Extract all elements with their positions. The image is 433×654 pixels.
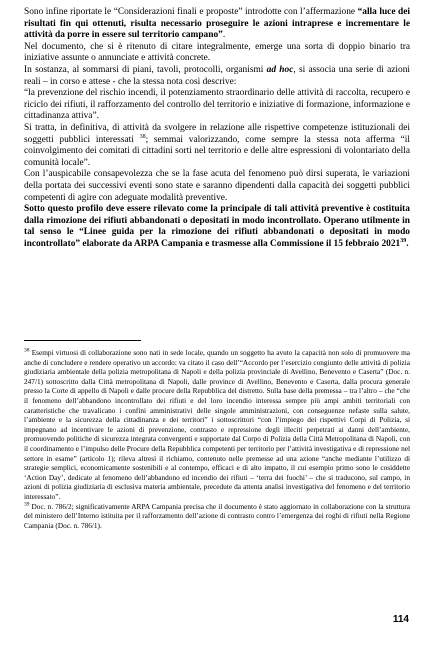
- footnote-38-text: Esempi virtuosi di collaborazione sono nati in sede locale, quando un soggetto ha avuto la capacità non solo di promuovere ma anche di concludere e rendere operativo un accordo: va citato il caso dell’“Accordo per l’esercizio congiunto delle attività di polizia giudiziaria ambientale della polizia metropolitana di Napoli e della polizia provinciale di Avellino, Benevento e Caserta” (Doc. n. 247/1) sottoscritto dalla Città metropolitana di Napoli, dalle province di Avellino, Benevento e Caserta, dalla procura generale presso la Corte di appello di Napoli e dalle procure della Repubblica del distretto. Sulla base della premessa – tra l’altro – che “che il fenomeno dell’abbandono incontrollato dei rifiuti e del loro incendio interessa sempre più ampi ambiti territoriali con caratteristiche che travalicano i confini amministrativi delle singole amministrazioni, con conseguenze nefaste sulla salute, l’ambiente e la sicurezza della cittadinanza e dei territori” i sottoscrittori “con l’impiego dei rispettivi Corpi di Polizia, si impegnano ad incentivare le azioni di prevenzione, contrasto e repressione degli illeciti perpetrati ai danni dell’ambiente, promuovendo politiche di sicurezza integrata convergenti e supportate dal Corpo di Polizia della Città Metropolitana di Napoli, con il coordinamento e l’impulso delle Procure della Repubblica competenti per territorio per l’attività investigativa e di repressione nel settore in esame” (articolo 1); rileva altresì il richiamo, contenuto nelle premesse ad una azione “anche mediante l’utilizzo di strategie semplici, economicamente sostenibili e al contempo, efficaci e di alto impatto, il cui esempio primo sono le cosiddette ‘Action Day’, dedicate al fenomeno dell’abbandono ed incendio dei rifiuti – ‘terra dei fuochi’ – che si traducono, sul campo, in azioni di polizia giudiziaria di esclusiva materia ambientale, precedute da attenta analisi investigativa del fenomeno e del territorio interessato”.: [24, 348, 410, 501]
- paragraph-6: Con l’auspicabile consapevolezza che se la fase acuta del fenomeno può dirsi superata, le variazioni della portata dei successivi eventi sono state e saranno dipendenti dalla capacità dei soggetti pubblici competenti di agire con adeguate modalità preventive.: [24, 169, 410, 203]
- paragraph-7: [24, 204, 410, 250]
- paragraph-1-intro: Sono infine riportate le “Considerazioni finali e proposte” introdotte con l’affermazione: [24, 7, 358, 17]
- paragraph-3-italic: ad hoc: [266, 64, 294, 75]
- paragraph-1-quote: “alla luce dei risultati fin qui ottenuti, risulta necessario proseguire le azioni intraprese e incrementare le attività da porre in essere sul territorio campano”: [24, 7, 410, 41]
- footnote-39-text: Doc. n. 786/2; significativamente ARPA Campania precisa che il documento è stato aggiornato in collaborazione con la struttura del ministero dell’Interno istituita per il rafforzamento dell’azione di contrasto contro l’emergenza dei roghi di rifiuti nella Regione Campania (Doc. n. 786/1).: [24, 501, 410, 530]
- paragraph-2: Nel documento, che si è ritenuto di citare integralmente, emerge una sorta di doppio binario tra iniziative assunte o annunciate e attività concrete.: [24, 41, 410, 64]
- paragraph-1-end: .: [222, 30, 226, 41]
- paragraph-4-quote: “la prevenzione del rischio incendi, il potenziamento straordinario delle attività di raccolta, recupero e riciclo dei rifiuti, il rafforzamento del controllo del territorio e iniziative di formazione, informazione e cittadinanza attiva”.: [24, 88, 410, 122]
- paragraph-3-intro: In sostanza, al sommarsi di piani, tavoli, protocolli, organismi: [24, 64, 267, 75]
- paragraph-7-text: Sotto questo profilo deve essere rilevato come la principale di tali attività preventive è costituita dalla rimozione dei rifiuti abbandonati o depositati in modo incontrollato. Operano utilmente in tal senso le “Linee guida per la rimozione dei rifiuti abbandonati o depositati in modo incontrollato” elaborate da ARPA Campania e trasmesse alla Commissione il 15 febbraio 2021: [24, 204, 410, 249]
- paragraph-5: [24, 123, 410, 169]
- footnote-38-mark: 38: [24, 347, 30, 354]
- footnote-39: [24, 502, 410, 531]
- paragraph-7-end: .: [406, 238, 409, 249]
- paragraph-3: [24, 65, 410, 88]
- paragraph-1: [24, 7, 410, 42]
- paragraph-5-intro: Si tratta, in definitiva, di attività da svolgere in relazione alle rispettive competenze istituzionali dei soggetti pubblici interessati: [24, 122, 410, 145]
- footnote-ref-38[interactable]: 38: [139, 133, 146, 140]
- footnote-divider: [24, 340, 141, 341]
- page-number: 114: [392, 614, 409, 625]
- paragraph-3-end: , si associa una serie di azioni reali – in corso e attese - che la stessa nota così descrive:: [24, 64, 411, 87]
- footnotes: [24, 348, 410, 530]
- paragraph-5-end: ; semmai valorizzando, come sempre la stessa nota afferma “il coinvolgimento dei comitati di cittadini sorti nel territorio e delle altre espressioni di volontariato della comunità locale”.: [24, 134, 410, 168]
- footnote-ref-39[interactable]: 39: [400, 237, 407, 244]
- main-text: [24, 7, 410, 250]
- footnote-39-mark: 39: [24, 501, 30, 508]
- footnote-38: [24, 348, 410, 502]
